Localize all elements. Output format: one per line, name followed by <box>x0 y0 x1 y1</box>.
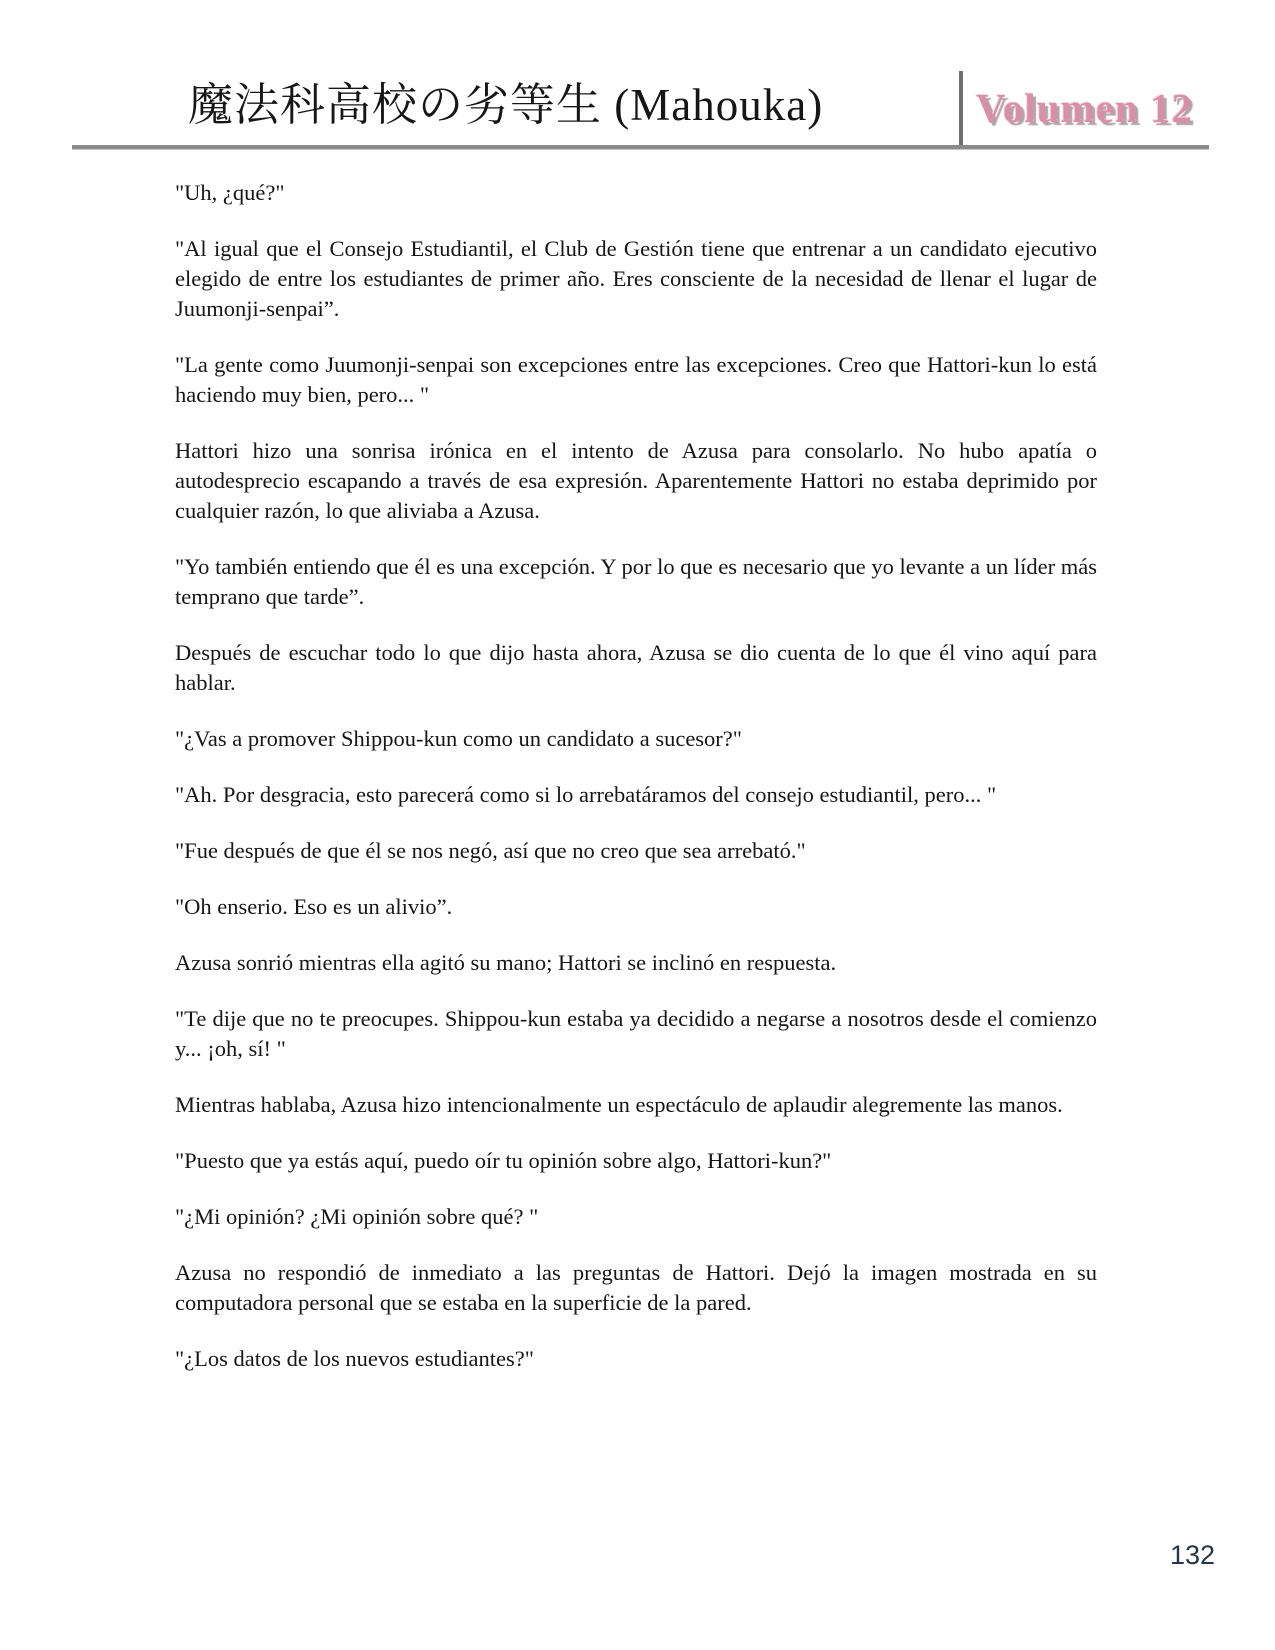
paragraph: "Al igual que el Consejo Estudiantil, el Club de Gestión tiene que entrenar a un candidato ejecutivo elegido de entre los estudiantes de primer año. Eres consciente de la necesidad de llenar el lugar de Juumonji-senpai”. <box>175 236 1097 321</box>
paragraph: Mientras hablaba, Azusa hizo intencionalmente un espectáculo de aplaudir alegremente las manos. <box>175 1092 1063 1117</box>
paragraph: Azusa sonrió mientras ella agitó su mano; Hattori se inclinó en respuesta. <box>175 950 837 975</box>
paragraph: "Ah. Por desgracia, esto parecerá como si lo arrebatáramos del consejo estudiantil, pero... " <box>175 782 997 807</box>
paragraph: "Puesto que ya estás aquí, puedo oír tu opinión sobre algo, Hattori-kun?" <box>175 1148 832 1173</box>
header-rule <box>72 145 1209 150</box>
paragraph: "Fue después de que él se nos negó, así que no creo que sea arrebató." <box>175 838 806 863</box>
document-title: 魔法科高校の劣等生 (Mahouka) <box>188 80 824 130</box>
paragraph: "¿Los datos de los nuevos estudiantes?" <box>175 1346 534 1371</box>
header-vertical-divider <box>959 71 963 148</box>
paragraph: Después de escuchar todo lo que dijo hasta ahora, Azusa se dio cuenta de lo que él vino aquí para hablar. <box>175 640 1097 695</box>
page-body <box>175 178 1097 1400</box>
paragraph: "La gente como Juumonji-senpai son excepciones entre las excepciones. Creo que Hattori-kun lo está haciendo muy bien, pero... " <box>175 352 1097 407</box>
paragraph: "Oh enserio. Eso es un alivio”. <box>175 894 453 919</box>
paragraph: "Uh, ¿qué?" <box>175 180 285 205</box>
paragraph: Hattori hizo una sonrisa irónica en el intento de Azusa para consolarlo. No hubo apatía o autodesprecio escapando a través de esa expresión. Aparentemente Hattori no estaba deprimido por cualquier razón, lo que aliviaba a Azusa. <box>175 438 1097 523</box>
paragraph: "¿Mi opinión? ¿Mi opinión sobre qué? " <box>175 1204 539 1229</box>
page-number: 132 <box>1169 1540 1215 1570</box>
paragraph: "Yo también entiendo que él es una excepción. Y por lo que es necesario que yo levante a un líder más temprano que tarde”. <box>175 554 1097 609</box>
paragraph: "Te dije que no te preocupes. Shippou-kun estaba ya decidido a negarse a nosotros desde el comienzo y... ¡oh, sí! " <box>175 1006 1097 1061</box>
paragraph: Azusa no respondió de inmediato a las preguntas de Hattori. Dejó la imagen mostrada en su computadora personal que se estaba en la superficie de la pared. <box>175 1260 1097 1315</box>
paragraph: "¿Vas a promover Shippou-kun como un candidato a sucesor?" <box>175 726 742 751</box>
volume-label: Volumen 12 <box>976 85 1193 131</box>
